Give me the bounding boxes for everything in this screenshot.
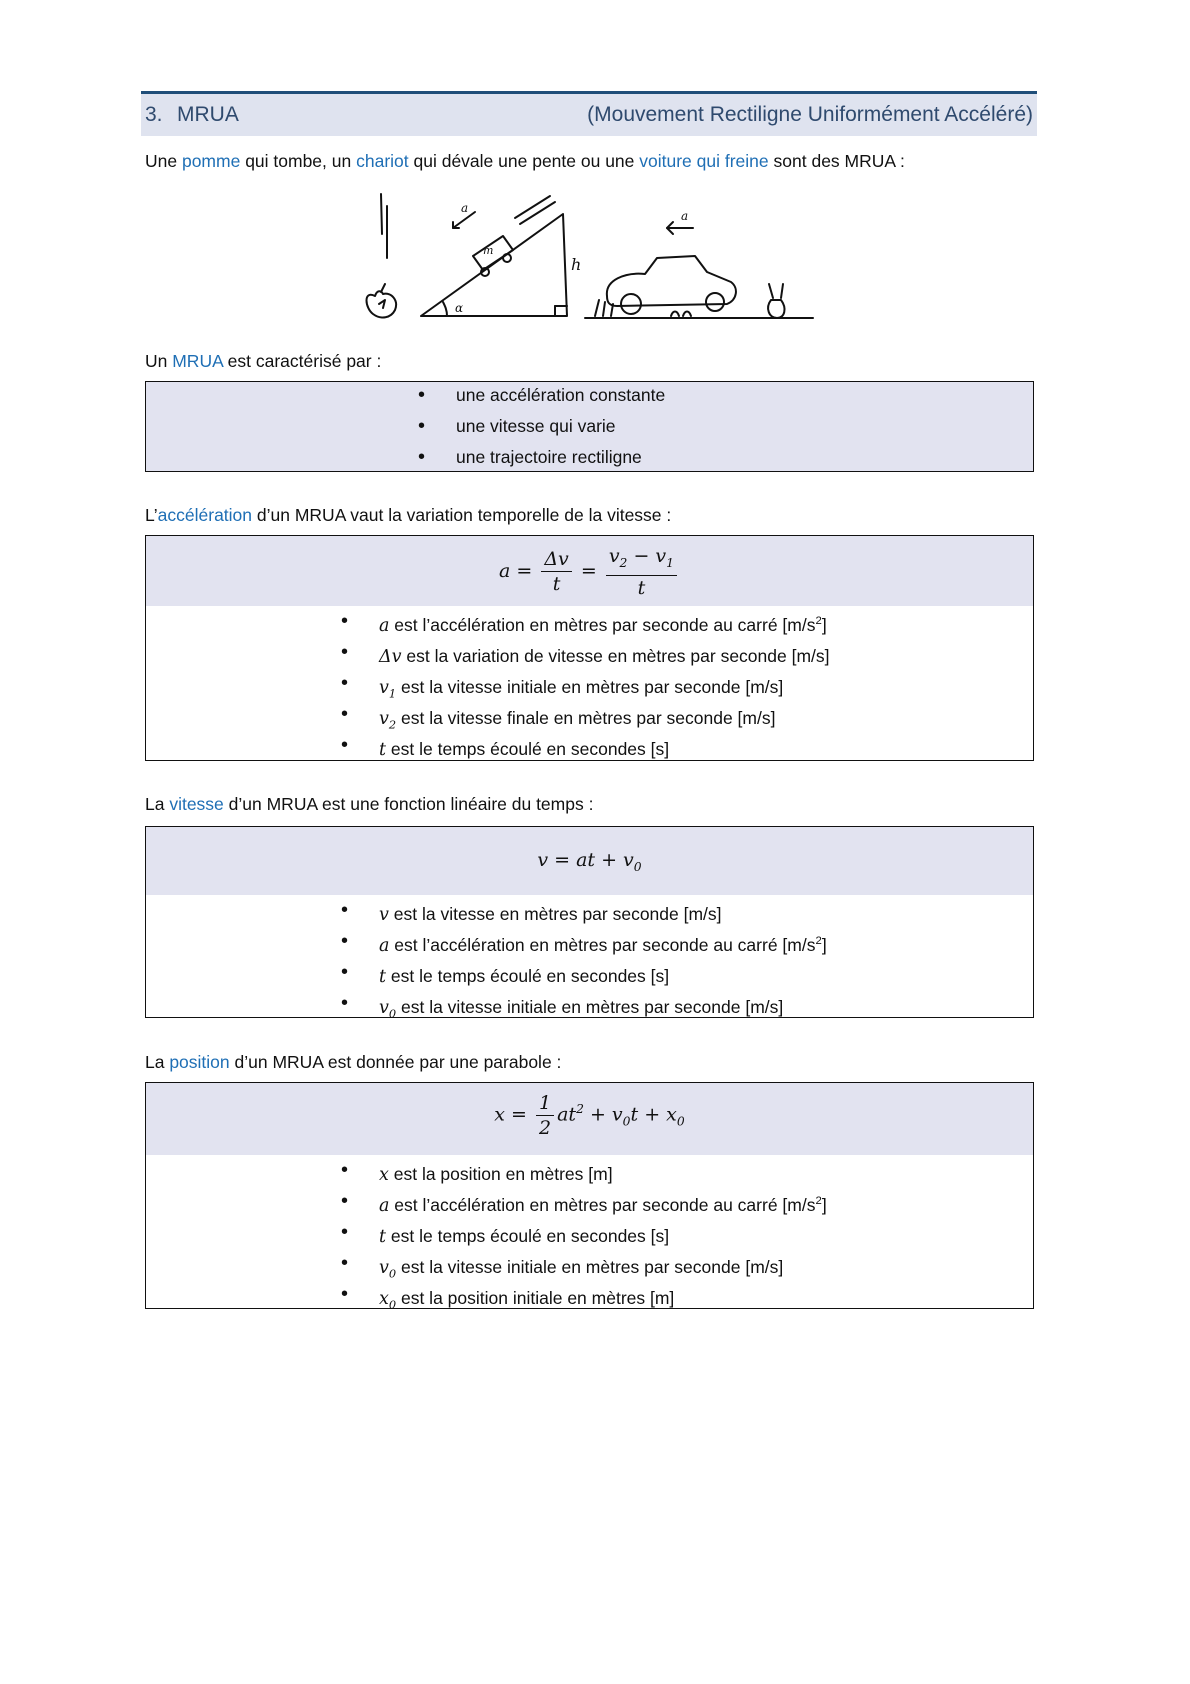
position-intro	[145, 1052, 561, 1073]
list-item: • $x_0$ est la position initiale en mètres [m]	[341, 1279, 827, 1310]
position-text-1: La	[145, 1052, 170, 1072]
list-item: • a est l’accélération en mètres par seconde au carré $[m/s^2]$	[341, 606, 830, 637]
variable-symbol: x	[379, 1164, 389, 1185]
characteristics-list	[418, 380, 665, 473]
characteristics-highlight: MRUA	[172, 351, 223, 371]
acceleration-variables-list	[341, 606, 830, 761]
falling-apple-illustration	[367, 194, 397, 317]
variable-description: est le temps écoulé en secondes [s]	[386, 1225, 670, 1246]
list-item: • $v_2$ est la vitesse finale en mètres par seconde [m/s]	[341, 699, 830, 730]
position-formula: x = $\frac{1}{2}$ $at^2 + v_0t + x_0$	[494, 1092, 685, 1139]
list-item: • $v_0$ est la vitesse initiale en mètres par seconde [m/s]	[341, 1248, 827, 1279]
position-variables-list	[341, 1155, 827, 1310]
variable-description: est la position initiale en mètres [m]	[396, 1287, 675, 1308]
formula-fraction-half: $\frac{1}{2}$	[536, 1091, 554, 1140]
position-text-2: d’un MRUA est donnée par une parabole :	[229, 1052, 562, 1072]
list-item: • une trajectoire rectiligne	[418, 442, 665, 473]
intro-text-3: qui dévale une pente ou une	[408, 151, 640, 171]
velocity-box	[145, 826, 1034, 1021]
formula-equals: =	[580, 559, 597, 582]
variable-description: est la vitesse initiale en mètres par seconde [m/s]	[396, 1256, 784, 1277]
intro-highlight-apple: pomme	[181, 151, 241, 171]
list-item: • $v_0$ est la vitesse initiale en mètres par seconde [m/s]	[341, 988, 827, 1019]
velocity-intro	[145, 794, 593, 815]
variable-symbol: a	[379, 935, 390, 956]
velocity-text-1: La	[145, 794, 170, 814]
list-item: • une accélération constante	[418, 380, 665, 411]
variable-symbol: a	[379, 1195, 390, 1216]
height-label: h	[571, 255, 582, 274]
variable-description: est la position en mètres [m]	[388, 1163, 613, 1184]
variable-description: est la vitesse finale en mètres par seconde [m/s]	[396, 707, 776, 728]
acceleration-text-2: d’un MRUA vaut la variation temporelle de la vitesse :	[252, 505, 672, 525]
list-item	[341, 637, 830, 668]
characteristics-text-2: est caractérisé par :	[222, 351, 382, 371]
variable-symbol: v	[379, 1257, 389, 1278]
variable-symbol: a	[379, 615, 390, 636]
section-subtitle: (Mouvement Rectiligne Uniformément Accéléré)	[587, 103, 1033, 126]
formula-fraction-2: $\frac{v_2 - v_1}{t}$	[606, 544, 677, 600]
variable-description: est la variation de vitesse en mètres par seconde [m/s]	[401, 645, 830, 666]
variable-symbol: v	[379, 997, 389, 1018]
section-number: 3.	[145, 103, 163, 126]
intro-paragraph	[145, 151, 905, 172]
list-item	[341, 1155, 827, 1186]
characteristics-text-1: Un	[145, 351, 173, 371]
intro-text-4: sont des MRUA :	[768, 151, 905, 171]
list-item	[341, 1217, 827, 1248]
variable-symbol: t	[379, 1226, 387, 1247]
variable-description: est le temps écoulé en secondes [s]	[386, 738, 670, 759]
variable-symbol: t	[379, 966, 387, 987]
variable-symbol: v	[379, 708, 389, 729]
acceleration-intro	[145, 505, 671, 526]
list-item: • $v_1$ est la vitesse initiale en mètres par seconde [m/s]	[341, 668, 830, 699]
variable-symbol: v	[379, 677, 389, 698]
list-item: • une vitesse qui varie	[418, 411, 665, 442]
acceleration-box	[145, 535, 1034, 761]
list-item	[341, 957, 827, 988]
acceleration-formula	[146, 544, 1033, 600]
list-item	[341, 730, 830, 761]
list-item	[341, 895, 827, 926]
variable-description: est la vitesse initiale en mètres par seconde [m/s]	[396, 676, 784, 697]
formula-fraction-1: $\frac{\Delta v}{t}$	[541, 547, 571, 596]
inclined-plane-illustration	[421, 196, 581, 316]
variable-symbol: Δv	[379, 646, 402, 667]
variable-symbol: t	[379, 739, 387, 760]
list-item: • a est l’accélération en mètres par seconde au carré $[m/s^2]$	[341, 926, 827, 957]
variable-description: est l’accélération en mètres par seconde au carré [m/s	[389, 1194, 816, 1215]
position-box	[145, 1082, 1034, 1312]
velocity-variables-list	[341, 895, 827, 1019]
formula-lhs: a =	[498, 559, 533, 582]
acceleration-text-1: L’	[145, 505, 158, 525]
velocity-highlight: vitesse	[169, 794, 224, 814]
list-item: • a est l’accélération en mètres par seconde au carré $[m/s^2]$	[341, 1186, 827, 1217]
velocity-formula: v = at + $v_0$	[537, 849, 642, 874]
velocity-text-2: d’un MRUA est une fonction linéaire du temps :	[223, 794, 594, 814]
variable-symbol: v	[379, 904, 389, 925]
section-title: MRUA	[177, 103, 239, 126]
intro-text-2: qui tombe, un	[240, 151, 357, 171]
characteristics-intro	[145, 351, 381, 372]
mass-label: m	[483, 244, 494, 257]
variable-description: est l’accélération en mètres par seconde au carré [m/s	[389, 934, 816, 955]
angle-label: α	[455, 301, 464, 315]
variable-description: est la vitesse initiale en mètres par seconde [m/s]	[396, 996, 784, 1017]
position-highlight: position	[169, 1052, 230, 1072]
variable-symbol: x	[379, 1288, 389, 1309]
variable-description: est la vitesse en mètres par seconde [m/s]	[388, 903, 722, 924]
intro-highlight-cart: chariot	[356, 151, 409, 171]
mrua-sketch	[355, 188, 825, 328]
intro-highlight-car: voiture qui freine	[639, 151, 769, 171]
braking-car-illustration	[585, 209, 813, 318]
variable-description: est l’accélération en mètres par seconde au carré [m/s	[389, 614, 816, 635]
intro-text-1: Une	[145, 151, 182, 171]
variable-description: est le temps écoulé en secondes [s]	[386, 965, 670, 986]
acceleration-highlight: accélération	[157, 505, 253, 525]
incline-vector-label: a	[461, 201, 469, 215]
section-header	[141, 91, 1037, 136]
car-vector-label: a	[681, 209, 689, 223]
characteristics-box	[145, 381, 1034, 472]
